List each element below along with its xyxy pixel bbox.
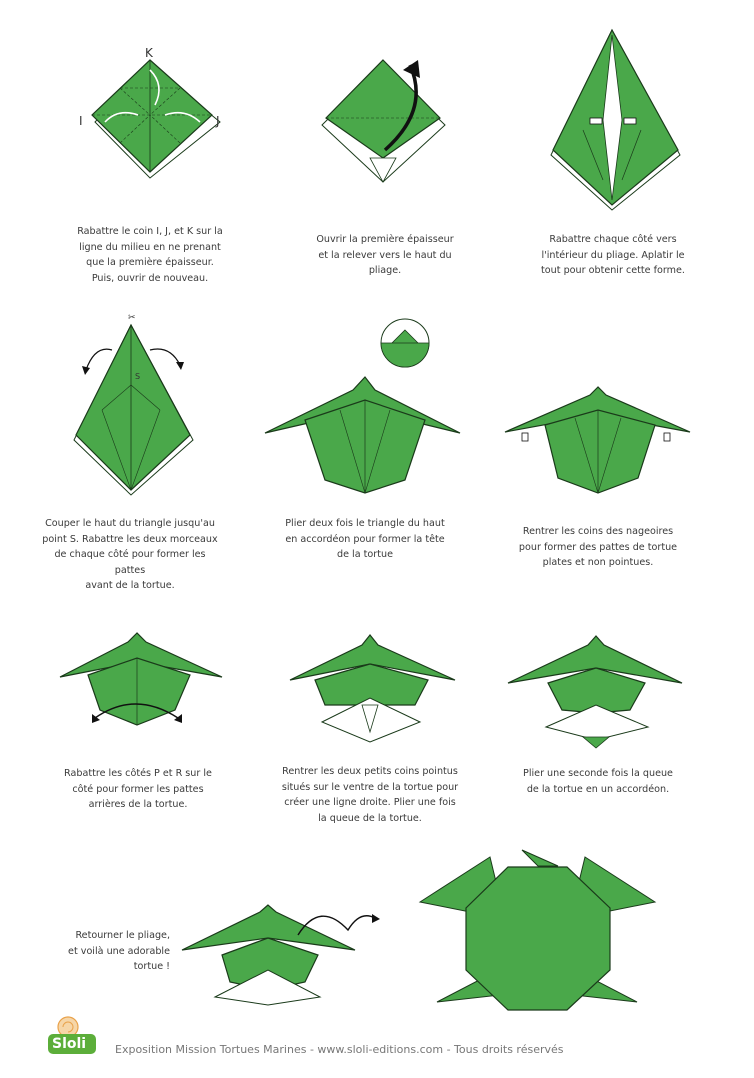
sloli-logo-graphic bbox=[0, 0, 1, 1]
step-5-caption: Plier deux fois le triangle du haut en accordéon pour former la tête de la tortue bbox=[285, 518, 445, 560]
step-2-caption: Ouvrir la première épaisseur et la relever vers le haut du pliage. bbox=[316, 234, 454, 276]
step-1-caption: Rabattre le coin I, J, et K sur la ligne du milieu en ne prenant que la première épaisseur. Puis, ouvrir de nouveau. bbox=[77, 226, 223, 284]
step-3-caption: Rabattre chaque côté vers l'intérieur du pliage. Aplatir le tout pour obtenir cette forme. bbox=[541, 234, 685, 276]
step-6-caption: Rentrer les coins des nageoires pour former des pattes de tortue plates et non pointues. bbox=[518, 526, 678, 568]
step-7-caption: Rabattre les côtés P et R sur le côté pour former les pattes arrières de la tortue. bbox=[64, 768, 212, 810]
corner-label-j: J bbox=[216, 114, 220, 128]
footer-credit: Exposition Mission Tortues Marines - www.sloli-editions.com - Tous droits réservés bbox=[115, 1043, 564, 1056]
sloli-logo-text: Sloli bbox=[52, 1036, 87, 1052]
step-4-caption: Couper le haut du triangle jusqu'au point S. Rabattre les deux morceaux de chaque côté pour former les pattes avant de la tortue. bbox=[42, 518, 218, 591]
step-10-caption: Retourner le pliage, et voilà une adorable tortue ! bbox=[68, 930, 170, 972]
corner-label-k: K bbox=[145, 46, 153, 60]
point-label-s: S bbox=[135, 372, 141, 381]
step-8-caption: Rentrer les deux petits coins pointus situés sur le ventre de la tortue pour créer une ligne droite. Plier une fois la queue de la tortue. bbox=[281, 766, 459, 824]
corner-label-i: I bbox=[79, 114, 83, 128]
svg-text:✂: ✂ bbox=[128, 313, 136, 323]
step-9-caption: Plier une seconde fois la queue de la tortue en un accordéon. bbox=[523, 768, 673, 795]
